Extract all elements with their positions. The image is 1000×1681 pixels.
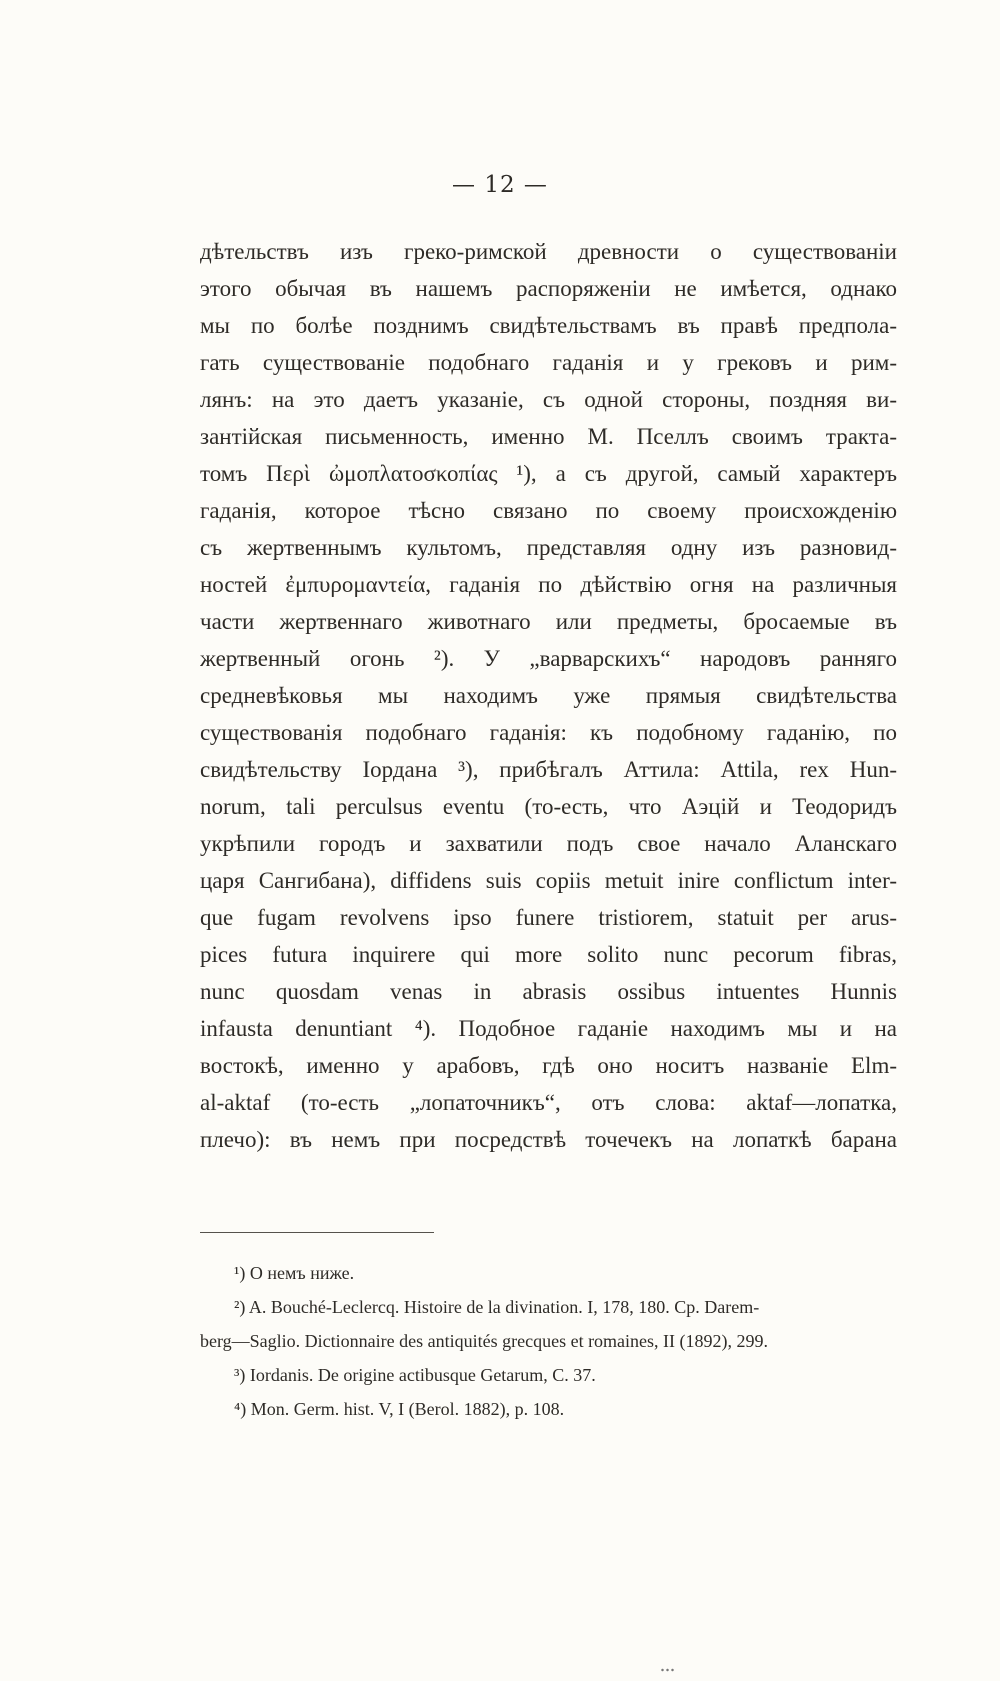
text-line: мы по болѣе позднимъ свидѣтельствамъ въ правѣ предпола- <box>200 313 897 338</box>
text-line: infausta denuntiant ⁴). Подобное гаданіе находимъ мы и на <box>200 1016 897 1041</box>
footnote-divider <box>200 1232 434 1233</box>
text-line: nunc quosdam venas in abrasis ossibus intuentes Hunnis <box>200 979 897 1004</box>
text-line: средневѣковья мы находимъ уже прямыя свидѣтельства <box>200 683 897 708</box>
print-speck-marks <box>660 1668 674 1672</box>
text-line: зантійская письменность, именно М. Пселлъ своимъ тракта- <box>200 424 897 449</box>
text-line: лянъ: на это даетъ указаніе, съ одной стороны, поздняя ви- <box>200 387 897 412</box>
text-line: que fugam revolvens ipso funere tristiorem, statuit per arus- <box>200 905 897 930</box>
text-line: царя Сангибана), diffidens suis copiis metuit inire conflictum inter- <box>200 868 897 893</box>
footnotes <box>200 1256 904 1426</box>
footnote-4: ⁴) Mon. Germ. hist. V, I (Berol. 1882), p. 108. <box>234 1399 565 1419</box>
text-line: гать существованіе подобнаго гаданія и у грековъ и рим- <box>200 350 897 375</box>
text-line: жертвенный огонь ²). У „варварскихъ“ народовъ ранняго <box>200 646 897 671</box>
text-line: укрѣпили городъ и захватили подъ свое начало Аланскаго <box>200 831 897 856</box>
text-line: съ жертвеннымъ культомъ, представляя одну изъ разновид- <box>200 535 897 560</box>
text-line: существованія подобнаго гаданія: къ подобному гаданію, по <box>200 720 897 745</box>
text-line: гаданія, которое тѣсно связано по своему происхожденію <box>200 498 897 523</box>
body-text <box>200 233 897 1158</box>
text-line: плечо): въ немъ при посредствѣ точечекъ на лопаткѣ барана <box>200 1127 897 1152</box>
footnote-1: ¹) О немъ ниже. <box>234 1263 355 1283</box>
footnote-2-continued: berg—Saglio. Dictionnaire des antiquités grecques et romaines, II (1892), 299. <box>200 1331 769 1351</box>
text-line: ностей ἐμπυρομαντεία, гаданія по дѣйствію огня на различныя <box>200 572 897 597</box>
text-line: norum, tali perculsus eventu (то-есть, что Аэцій и Теодоридъ <box>200 794 897 819</box>
footnote-2: ²) A. Bouché-Leclercq. Histoire de la divination. I, 178, 180. Cp. Darem- <box>234 1297 760 1317</box>
text-line: дѣтельствъ изъ греко-римской древности о существованіи <box>200 239 897 264</box>
text-line: этого обычая въ нашемъ распоряженіи не имѣется, однако <box>200 276 897 301</box>
page-number: — 12 — <box>452 172 548 198</box>
text-line: pices futura inquirere qui more solito nunc pecorum fibras, <box>200 942 897 967</box>
text-line: востокѣ, именно у арабовъ, гдѣ оно носитъ названіе Elm- <box>200 1053 897 1078</box>
text-line: al-aktaf (то-есть „лопаточникъ“, отъ слова: aktaf—лопатка, <box>200 1090 897 1115</box>
text-line: свидѣтельству Іордана ³), прибѣгалъ Аттила: Attila, rex Hun- <box>200 757 897 782</box>
text-line: томъ Περὶ ὠμοπλατοσκοπίας ¹), а съ другой, самый характеръ <box>200 461 897 486</box>
footnote-3: ³) Iordanis. De origine actibusque Getarum, C. 37. <box>234 1365 596 1385</box>
text-line: части жертвеннаго животнаго или предметы, бросаемые въ <box>200 609 897 634</box>
